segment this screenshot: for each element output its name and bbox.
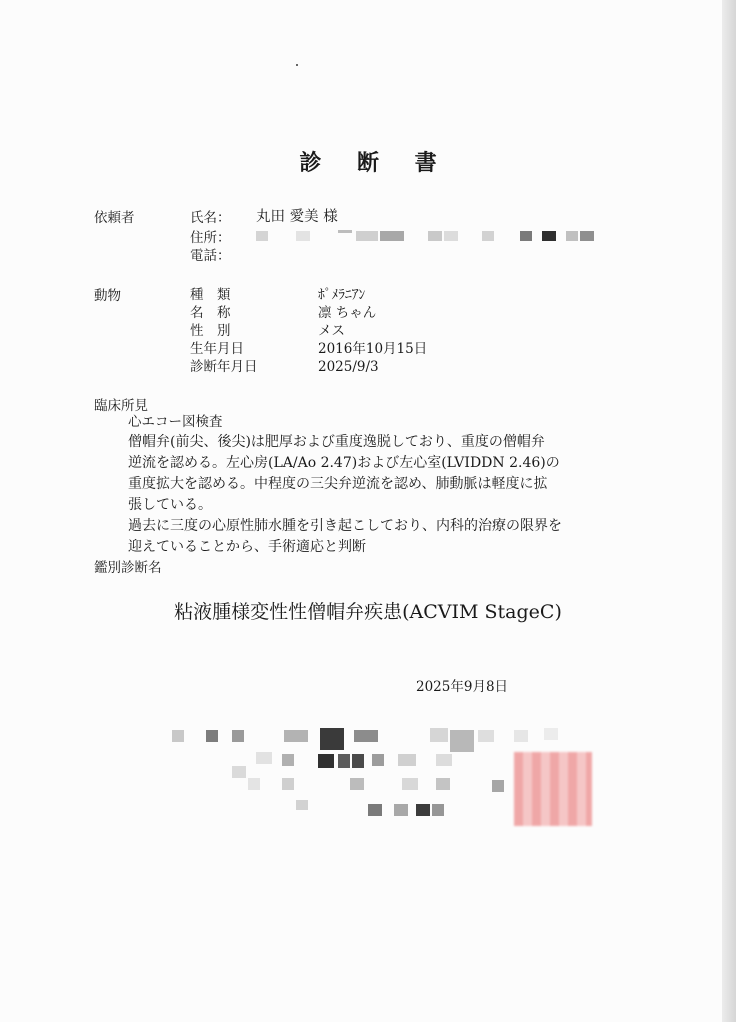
paper-speck [296,64,298,66]
animal-label-birthdate: 生年月日 [190,341,244,357]
findings-line: 張している。 [128,497,212,513]
animal-value-diagnosis-date: 2025/9/3 [318,359,379,375]
findings-line: 迎えていることから、手術適応と判断 [128,539,366,555]
findings-line: 重度拡大を認める。中程度の三尖弁逆流を認め、肺動脈は軽度に拡 [128,476,548,492]
diagnosis-section-label: 鑑別診断名 [94,560,162,576]
animal-value-sex: メス [318,323,345,339]
animal-value-species: ﾎﾟﾒﾗﾆｱﾝ [318,287,366,303]
findings-line: 過去に三度の心原性肺水腫を引き起こしており、内科的治療の限界を [128,518,562,534]
animal-section-label: 動物 [94,288,121,304]
findings-line: 僧帽弁(前尖、後尖)は肥厚および重度逸脱しており、重度の僧帽弁 [128,434,545,450]
animal-label-species: 種 類 [190,287,231,303]
clinical-section-label: 臨床所見 [94,398,148,414]
animal-label-name: 名 称 [190,305,231,321]
animal-value-name: 凛 ちゃん [318,305,377,321]
name-label: 氏名： [190,210,231,226]
requester-name: 丸田 愛美 様 [256,209,338,225]
issue-date: 2025年9月8日 [416,679,509,695]
animal-label-diagnosis-date: 診断年月日 [190,359,258,375]
animal-value-birthdate: 2016年10月15日 [318,341,428,357]
phone-label: 電話： [190,248,231,264]
clinical-findings-text [128,432,614,558]
findings-line: 逆流を認める。左心房(LA/Ao 2.47)および左心室(LVIDDN 2.46)の [128,455,560,471]
document-title: 診 断 書 [299,150,451,176]
address-label: 住所： [190,230,231,246]
clinic-seal-redacted [514,752,592,826]
exam-name: 心エコー図検査 [128,414,223,430]
diagnosis-name: 粘液腫様変性性僧帽弁疾患(ACVIM StageC) [174,601,562,623]
requester-section-label: 依頼者 [94,210,135,226]
animal-label-sex: 性 別 [190,323,231,339]
